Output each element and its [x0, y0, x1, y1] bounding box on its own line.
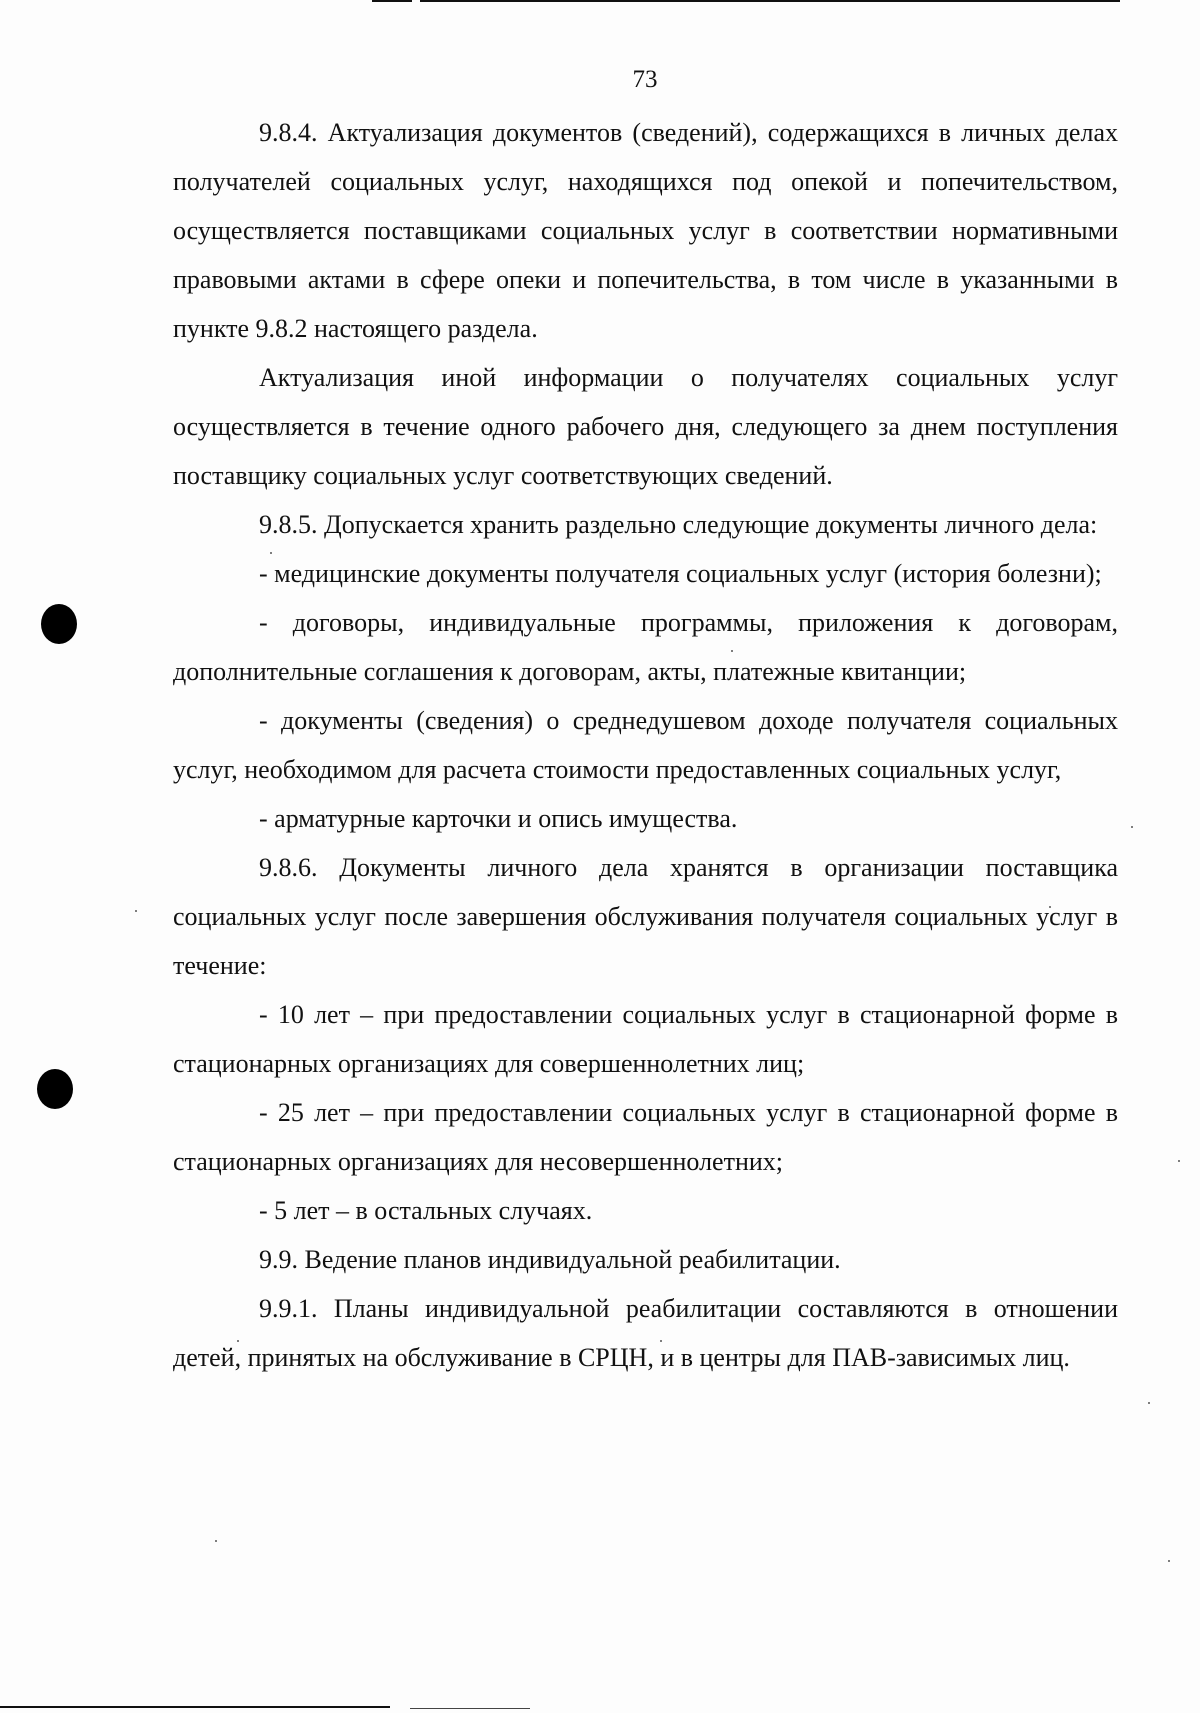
scan-edge-line: [410, 1708, 530, 1709]
scan-speck: [135, 910, 137, 912]
list-item-property-cards: - арматурные карточки и опись имущества.: [259, 804, 738, 833]
paragraph-9-9-1: 9.9.1. Планы индивидуальной реабилитации составляются в отношении детей, принятых на обслуживание в СРЦН, и в центры для ПАВ-зависимых лиц.: [173, 1294, 1118, 1372]
list-item-medical-documents: - медицинские документы получателя социальных услуг (история болезни);: [259, 559, 1102, 588]
scan-speck: [215, 1540, 217, 1542]
list-item-5-years: - 5 лет – в остальных случаях.: [259, 1196, 593, 1225]
document-body: [173, 108, 1118, 1382]
list-item-10-years: - 10 лет – при предоставлении социальных услуг в стационарной форме в стационарных организациях для совершеннолетних лиц;: [173, 1000, 1118, 1078]
paragraph-9-8-4: 9.8.4. Актуализация документов (сведений), содержащихся в личных делах получателей социальных услуг, находящихся под опекой и попечительством, осуществляется поставщиками социальных услуг в соответствии нормативными правовыми актами в сфере опеки и попечительства, в том числе в указанными в пункте 9.8.2 настоящего раздела.: [173, 118, 1118, 343]
paragraph-9-8-5: 9.8.5. Допускается хранить раздельно следующие документы личного дела:: [259, 510, 1098, 539]
scan-edge-line: [0, 1706, 390, 1708]
paragraph-actualization: Актуализация иной информации о получателях социальных услуг осуществляется в течение одного рабочего дня, следующего за днем поступления поставщику социальных услуг соответствующих сведений.: [173, 363, 1118, 490]
scan-speck: [1178, 1160, 1180, 1162]
scan-edge-line: [420, 0, 1120, 2]
punch-hole: [41, 604, 77, 644]
page-number: 73: [632, 66, 658, 93]
section-heading-9-9: 9.9. Ведение планов индивидуальной реабилитации.: [259, 1245, 841, 1274]
scan-edge-line: [372, 0, 412, 2]
scan-speck: [1131, 826, 1133, 828]
list-item-25-years: - 25 лет – при предоставлении социальных услуг в стационарной форме в стационарных организациях для несовершеннолетних;: [173, 1098, 1118, 1176]
scan-speck: [1148, 1402, 1150, 1404]
scan-speck: [1168, 1560, 1170, 1562]
punch-hole: [37, 1069, 73, 1109]
paragraph-9-8-6: 9.8.6. Документы личного дела хранятся в организации поставщика социальных услуг после завершения обслуживания получателя социальных услуг в течение:: [173, 853, 1118, 980]
list-item-income-documents: - документы (сведения) о среднедушевом доходе получателя социальных услуг, необходимом для расчета стоимости предоставленных социальных услуг,: [173, 706, 1118, 784]
list-item-contracts: - договоры, индивидуальные программы, приложения к договорам, дополнительные соглашения к договорам, акты, платежные квитанции;: [173, 608, 1118, 686]
